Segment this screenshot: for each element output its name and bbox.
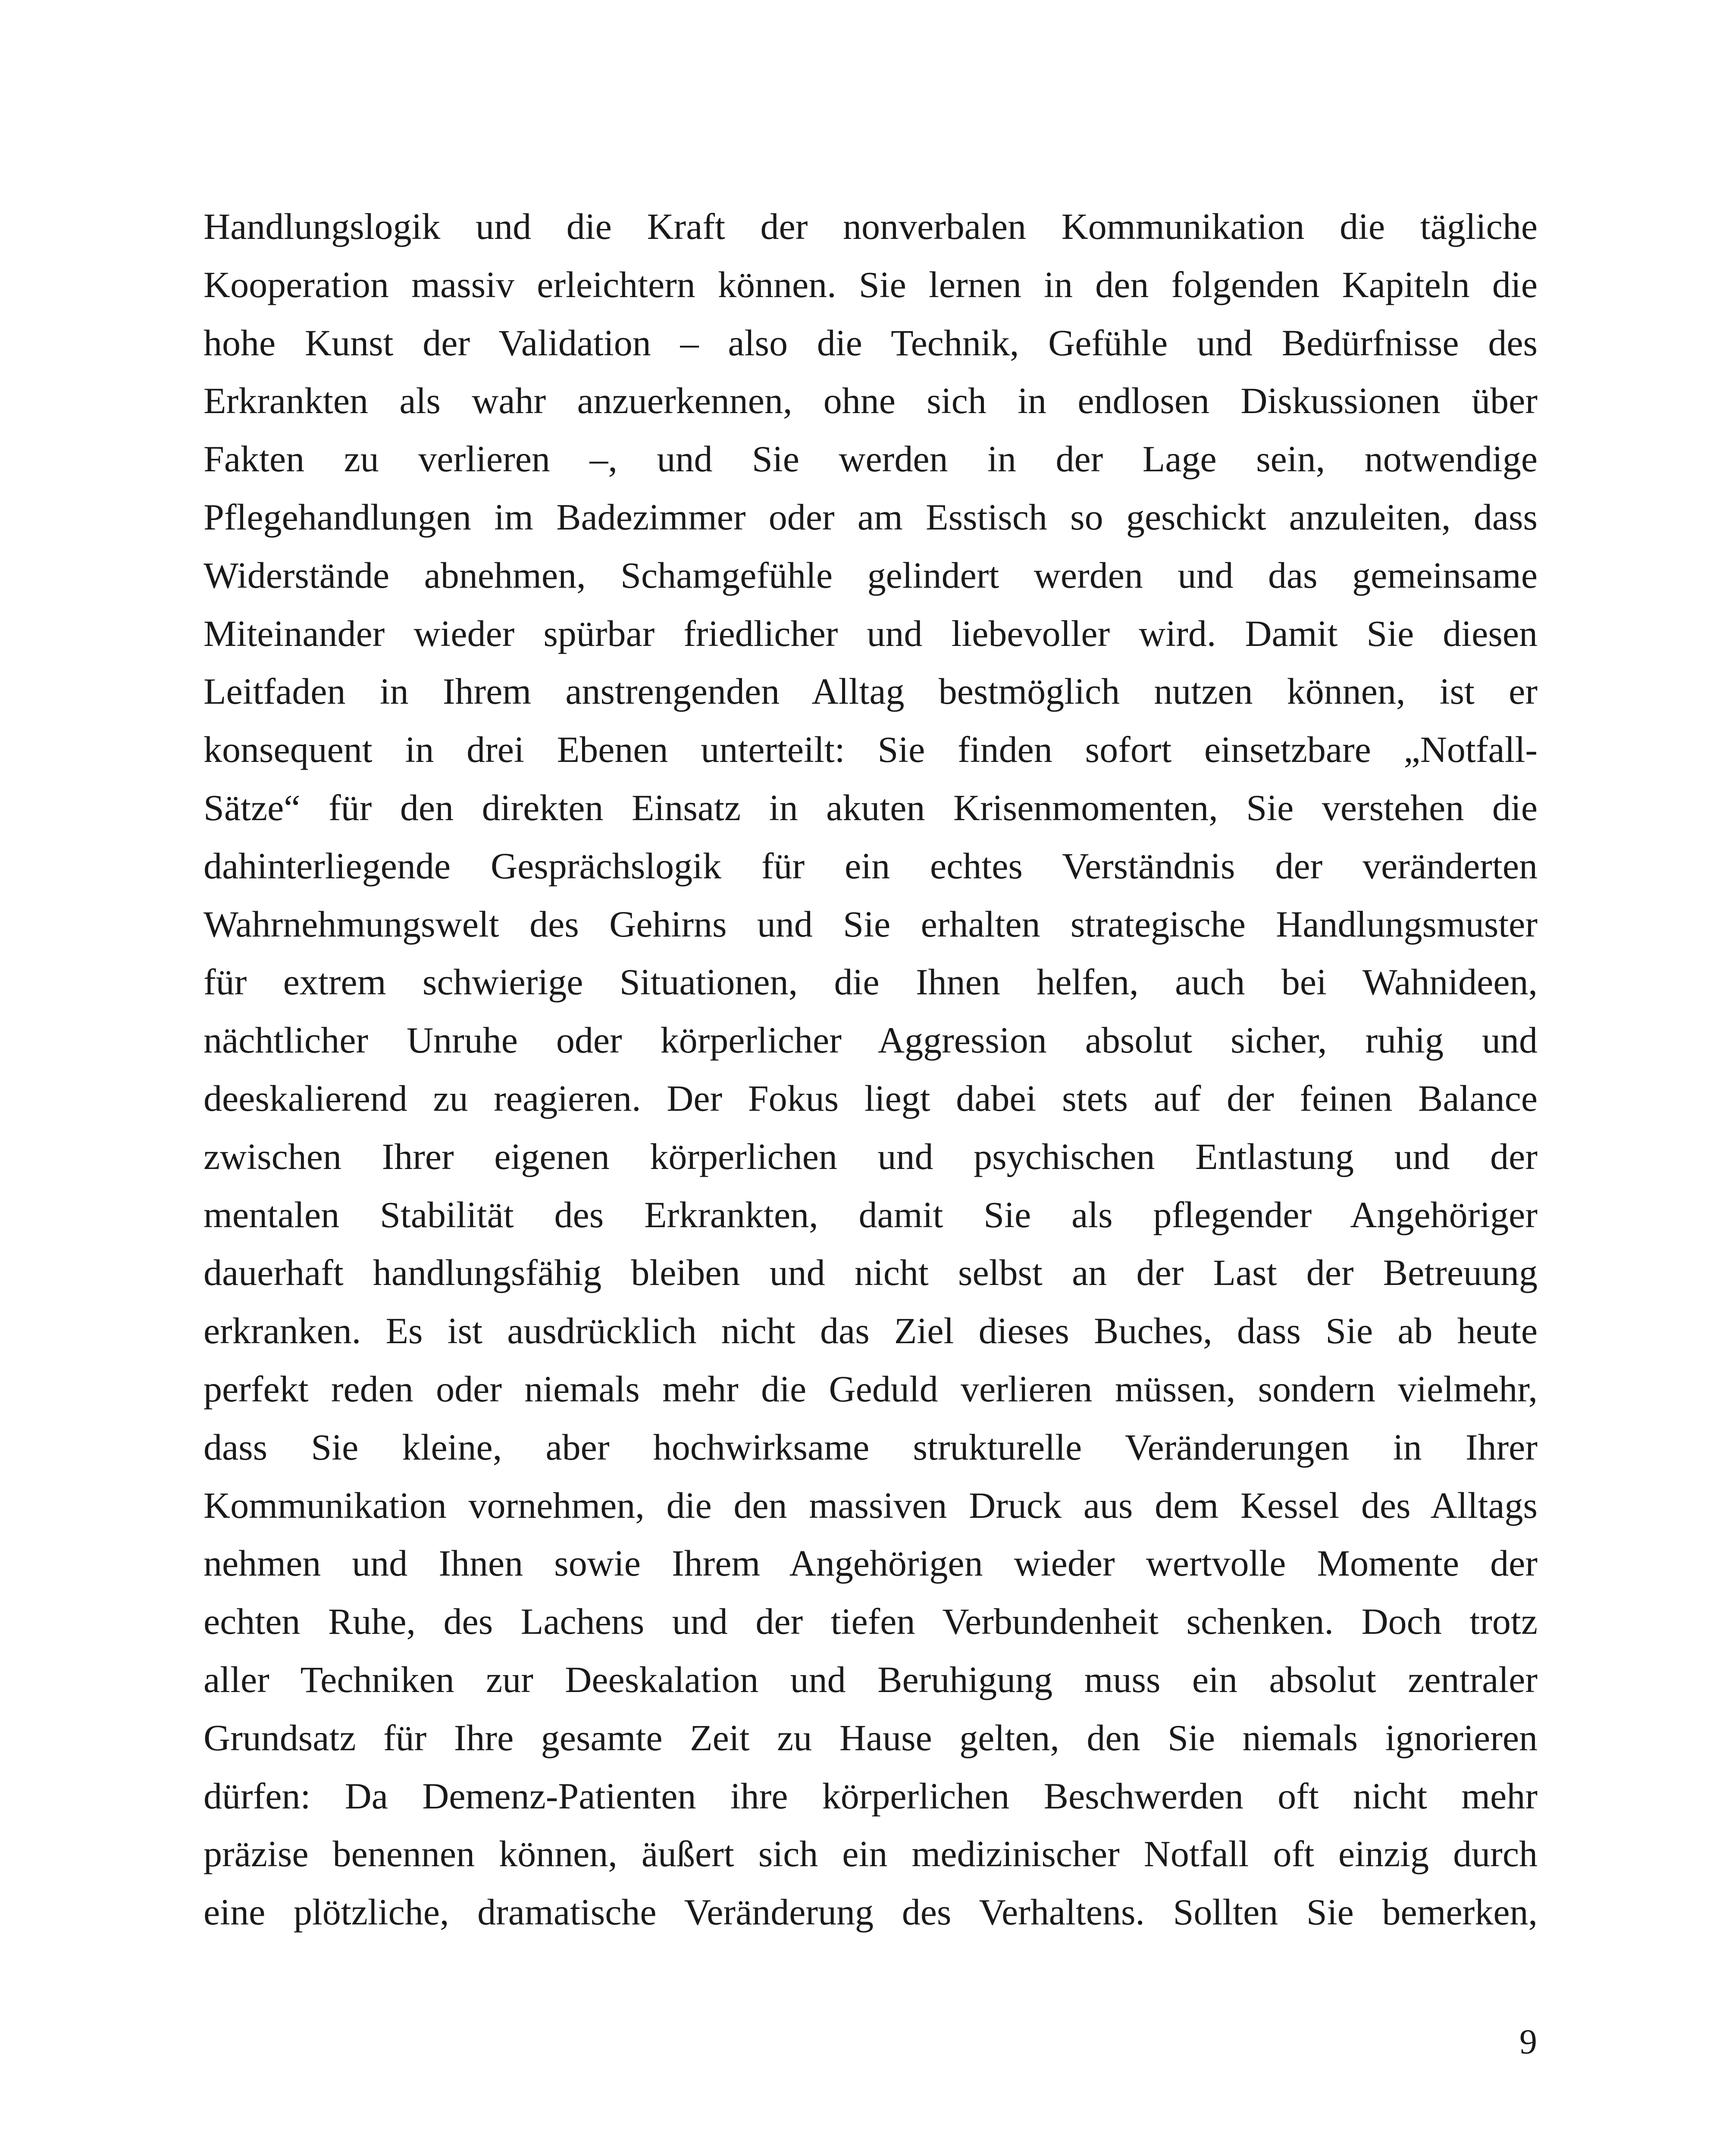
text-line: Grundsatz für Ihre gesamte Zeit zu Hause gelten, den Sie niemals ignorieren (204, 1717, 1538, 1758)
text-line: echten Ruhe, des Lachens und der tiefen Verbundenheit schenken. Doch trotz (204, 1601, 1538, 1642)
text-line: Widerstände abnehmen, Schamgefühle gelindert werden und das gemeinsame (204, 554, 1538, 596)
page-number: 9 (1519, 2022, 1537, 2061)
text-line: Wahrnehmungswelt des Gehirns und Sie erhalten strategische Handlungsmuster (204, 903, 1538, 945)
text-line: deeskalierend zu reagieren. Der Fokus liegt dabei stets auf der feinen Balance (204, 1077, 1538, 1119)
text-line: Handlungslogik und die Kraft der nonverbalen Kommunikation die tägliche (204, 206, 1538, 247)
text-line: Sätze“ für den direkten Einsatz in akuten Krisenmomenten, Sie verstehen die (204, 787, 1538, 828)
text-line: erkranken. Es ist ausdrücklich nicht das Ziel dieses Buches, dass Sie ab heute (204, 1310, 1538, 1352)
text-line: nächtlicher Unruhe oder körperlicher Aggression absolut sicher, ruhig und (204, 1019, 1538, 1061)
text-line: Kommunikation vornehmen, die den massiven Druck aus dem Kessel des Alltags (204, 1484, 1538, 1526)
body-paragraph (204, 197, 1538, 1941)
text-line: Fakten zu verlieren –, und Sie werden in der Lage sein, notwendige (204, 438, 1538, 480)
text-line: präzise benennen können, äußert sich ein medizinischer Notfall oft einzig durch (204, 1833, 1538, 1875)
text-line: Erkrankten als wahr anzuerkennen, ohne sich in endlosen Diskussionen über (204, 380, 1538, 422)
text-line: perfekt reden oder niemals mehr die Geduld verlieren müssen, sondern vielmehr, (204, 1368, 1538, 1410)
text-line: Miteinander wieder spürbar friedlicher und liebevoller wird. Damit Sie diesen (204, 612, 1538, 654)
text-line: dass Sie kleine, aber hochwirksame strukturelle Veränderungen in Ihrer (204, 1426, 1538, 1468)
text-line: eine plötzliche, dramatische Veränderung des Verhaltens. Sollten Sie bemerken, (204, 1891, 1538, 1933)
text-line: aller Techniken zur Deeskalation und Beruhigung muss ein absolut zentraler (204, 1658, 1538, 1700)
text-line: nehmen und Ihnen sowie Ihrem Angehörigen wieder wertvolle Momente der (204, 1542, 1538, 1584)
text-line: konsequent in drei Ebenen unterteilt: Sie finden sofort einsetzbare „Notfall- (204, 729, 1538, 771)
text-line: dahinterliegende Gesprächslogik für ein echtes Verständnis der veränderten (204, 845, 1538, 887)
text-line: Kooperation massiv erleichtern können. Sie lernen in den folgenden Kapiteln die (204, 263, 1538, 305)
text-line: dauerhaft handlungsfähig bleiben und nicht selbst an der Last der Betreuung (204, 1252, 1538, 1294)
text-line: hohe Kunst der Validation – also die Technik, Gefühle und Bedürfnisse des (204, 322, 1538, 364)
text-line: dürfen: Da Demenz-Patienten ihre körperlichen Beschwerden oft nicht mehr (204, 1775, 1538, 1817)
text-line: zwischen Ihrer eigenen körperlichen und psychischen Entlastung und der (204, 1135, 1538, 1177)
text-line: für extrem schwierige Situationen, die Ihnen helfen, auch bei Wahnideen, (204, 961, 1538, 1003)
text-line: mentalen Stabilität des Erkrankten, damit Sie als pflegender Angehöriger (204, 1194, 1538, 1235)
text-line: Leitfaden in Ihrem anstrengenden Alltag bestmöglich nutzen können, ist er (204, 671, 1538, 712)
text-line: Pflegehandlungen im Badezimmer oder am Esstisch so geschickt anzuleiten, dass (204, 496, 1538, 538)
